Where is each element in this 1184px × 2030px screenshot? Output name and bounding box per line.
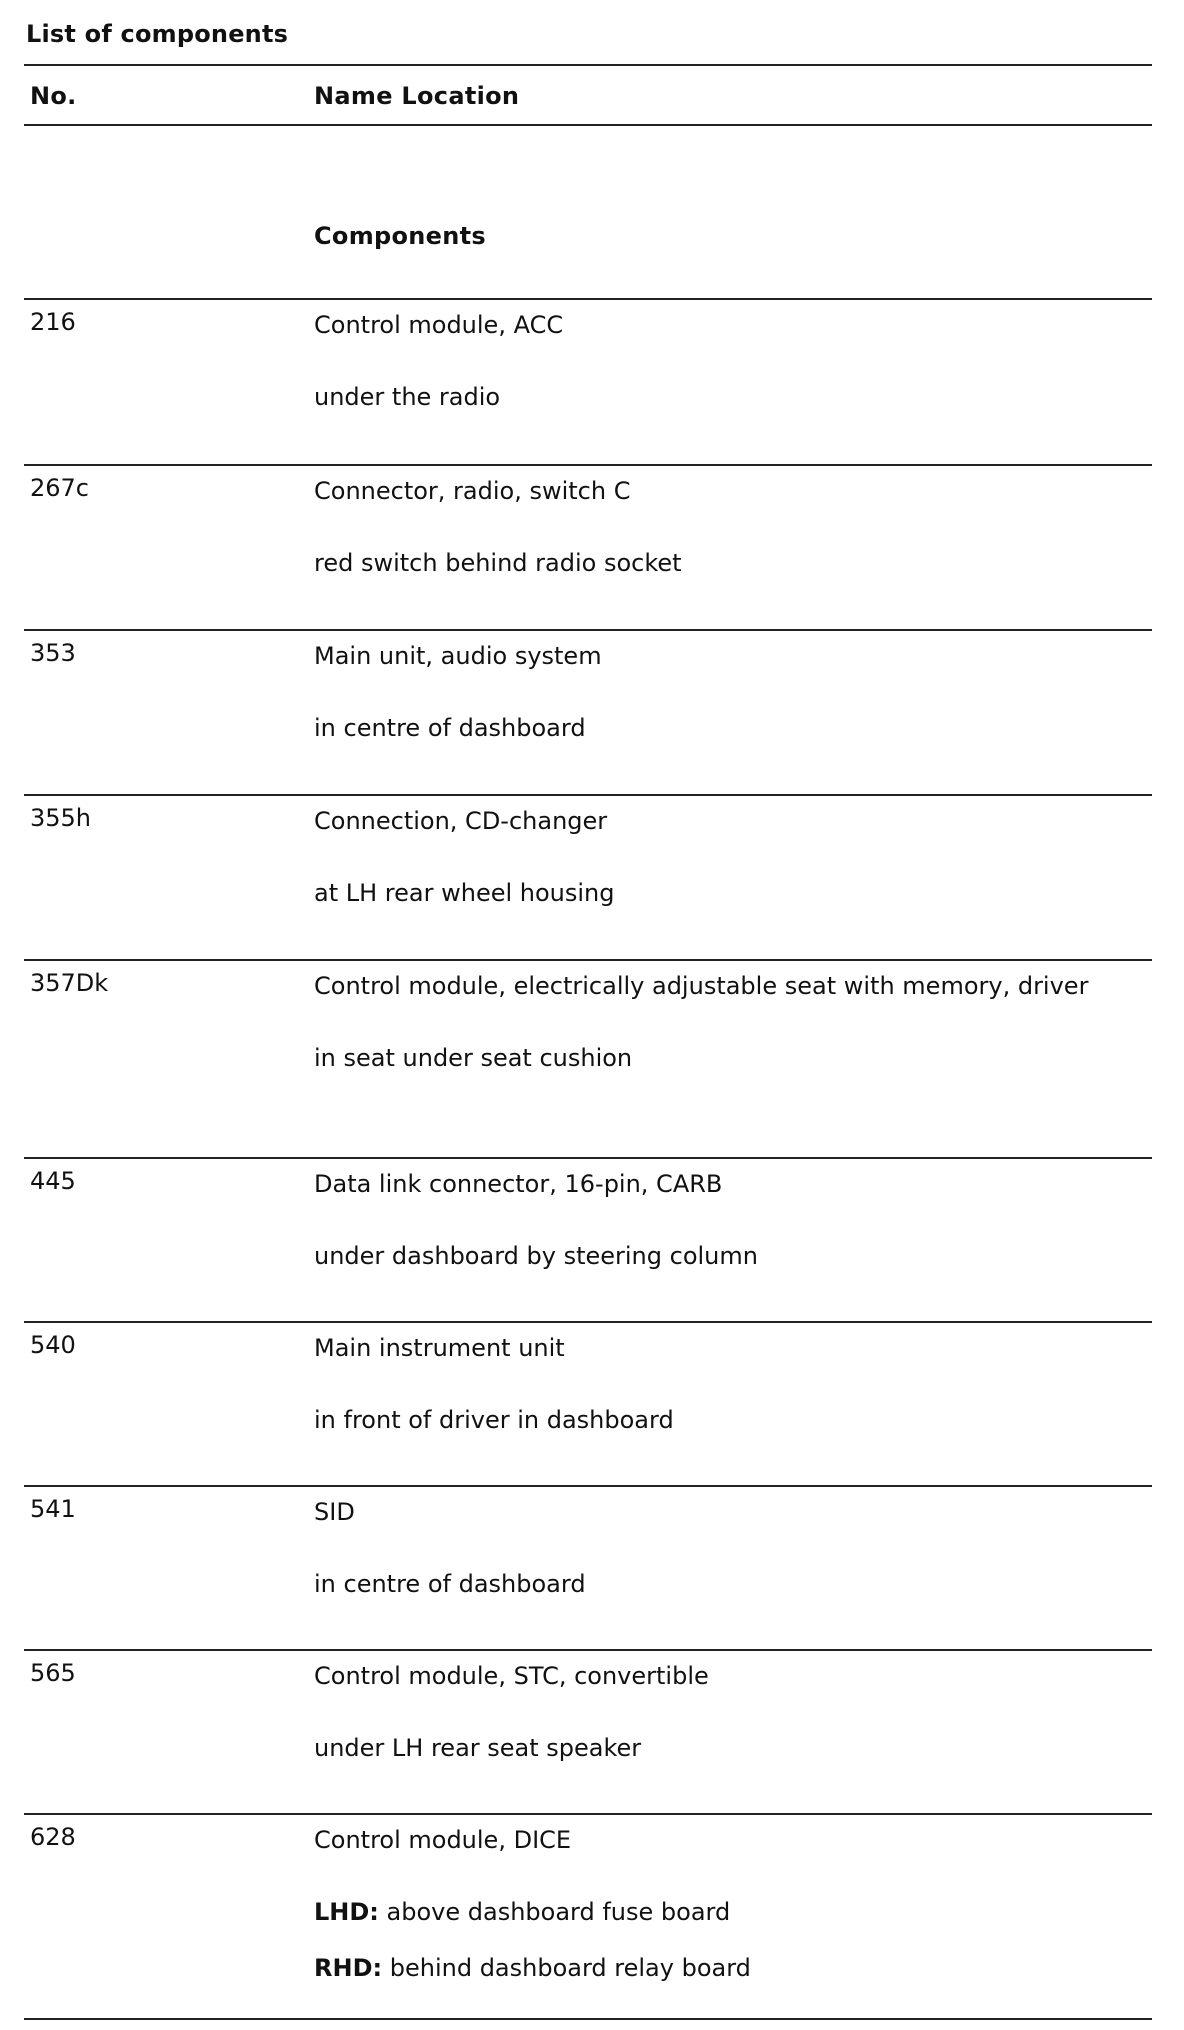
component-location: under dashboard by steering column — [314, 1242, 758, 1270]
row-divider — [24, 1485, 1152, 1487]
component-number: 357Dk — [30, 969, 109, 997]
component-name: SID — [314, 1498, 355, 1526]
component-name: Control module, DICE — [314, 1826, 572, 1854]
column-header-no: No. — [30, 82, 77, 110]
component-name: Data link connector, 16-pin, CARB — [314, 1170, 723, 1198]
section-heading: Components — [314, 222, 486, 250]
row-divider — [24, 794, 1152, 796]
row-divider — [24, 1649, 1152, 1651]
component-location: red switch behind radio socket — [314, 549, 682, 577]
component-location: in centre of dashboard — [314, 714, 586, 742]
lhd-location: above dashboard fuse board — [386, 1898, 731, 1926]
component-name: Control module, ACC — [314, 311, 564, 339]
component-name: Connection, CD-changer — [314, 807, 608, 835]
component-location: in seat under seat cushion — [314, 1044, 633, 1072]
lhd-label: LHD: — [314, 1898, 379, 1926]
component-number: 267c — [30, 474, 90, 502]
component-name: Main unit, audio system — [314, 642, 602, 670]
rhd-location: behind dashboard relay board — [389, 1954, 751, 1982]
document-title: List of components — [26, 20, 289, 48]
header-top-rule — [24, 64, 1152, 66]
component-number: 353 — [30, 639, 76, 667]
row-divider — [24, 298, 1152, 300]
row-divider — [24, 464, 1152, 466]
component-location: in centre of dashboard — [314, 1570, 586, 1598]
component-name: Main instrument unit — [314, 1334, 565, 1362]
component-number: 355h — [30, 804, 92, 832]
component-number: 540 — [30, 1331, 76, 1359]
component-location-rhd — [314, 1951, 1144, 1985]
component-number: 216 — [30, 308, 76, 336]
table-bottom-rule — [24, 2018, 1152, 2020]
header-bottom-rule — [24, 124, 1152, 126]
component-location: under LH rear seat speaker — [314, 1734, 642, 1762]
column-header-name-location: Name Location — [314, 82, 520, 110]
component-name: Control module, STC, convertible — [314, 1662, 709, 1690]
component-location: in front of driver in dashboard — [314, 1406, 674, 1434]
component-name: Control module, electrically adjustable seat with memory, driver — [314, 972, 1089, 1000]
component-number: 445 — [30, 1167, 76, 1195]
component-location: under the radio — [314, 383, 501, 411]
component-number: 541 — [30, 1495, 76, 1523]
row-divider — [24, 959, 1152, 961]
row-divider — [24, 1321, 1152, 1323]
component-name: Connector, radio, switch C — [314, 477, 631, 505]
component-number: 565 — [30, 1659, 76, 1687]
component-location: at LH rear wheel housing — [314, 879, 615, 907]
rhd-label: RHD: — [314, 1954, 383, 1982]
component-location-lhd — [314, 1895, 1144, 1929]
component-number: 628 — [30, 1823, 76, 1851]
row-divider — [24, 1813, 1152, 1815]
row-divider — [24, 629, 1152, 631]
row-divider — [24, 1157, 1152, 1159]
